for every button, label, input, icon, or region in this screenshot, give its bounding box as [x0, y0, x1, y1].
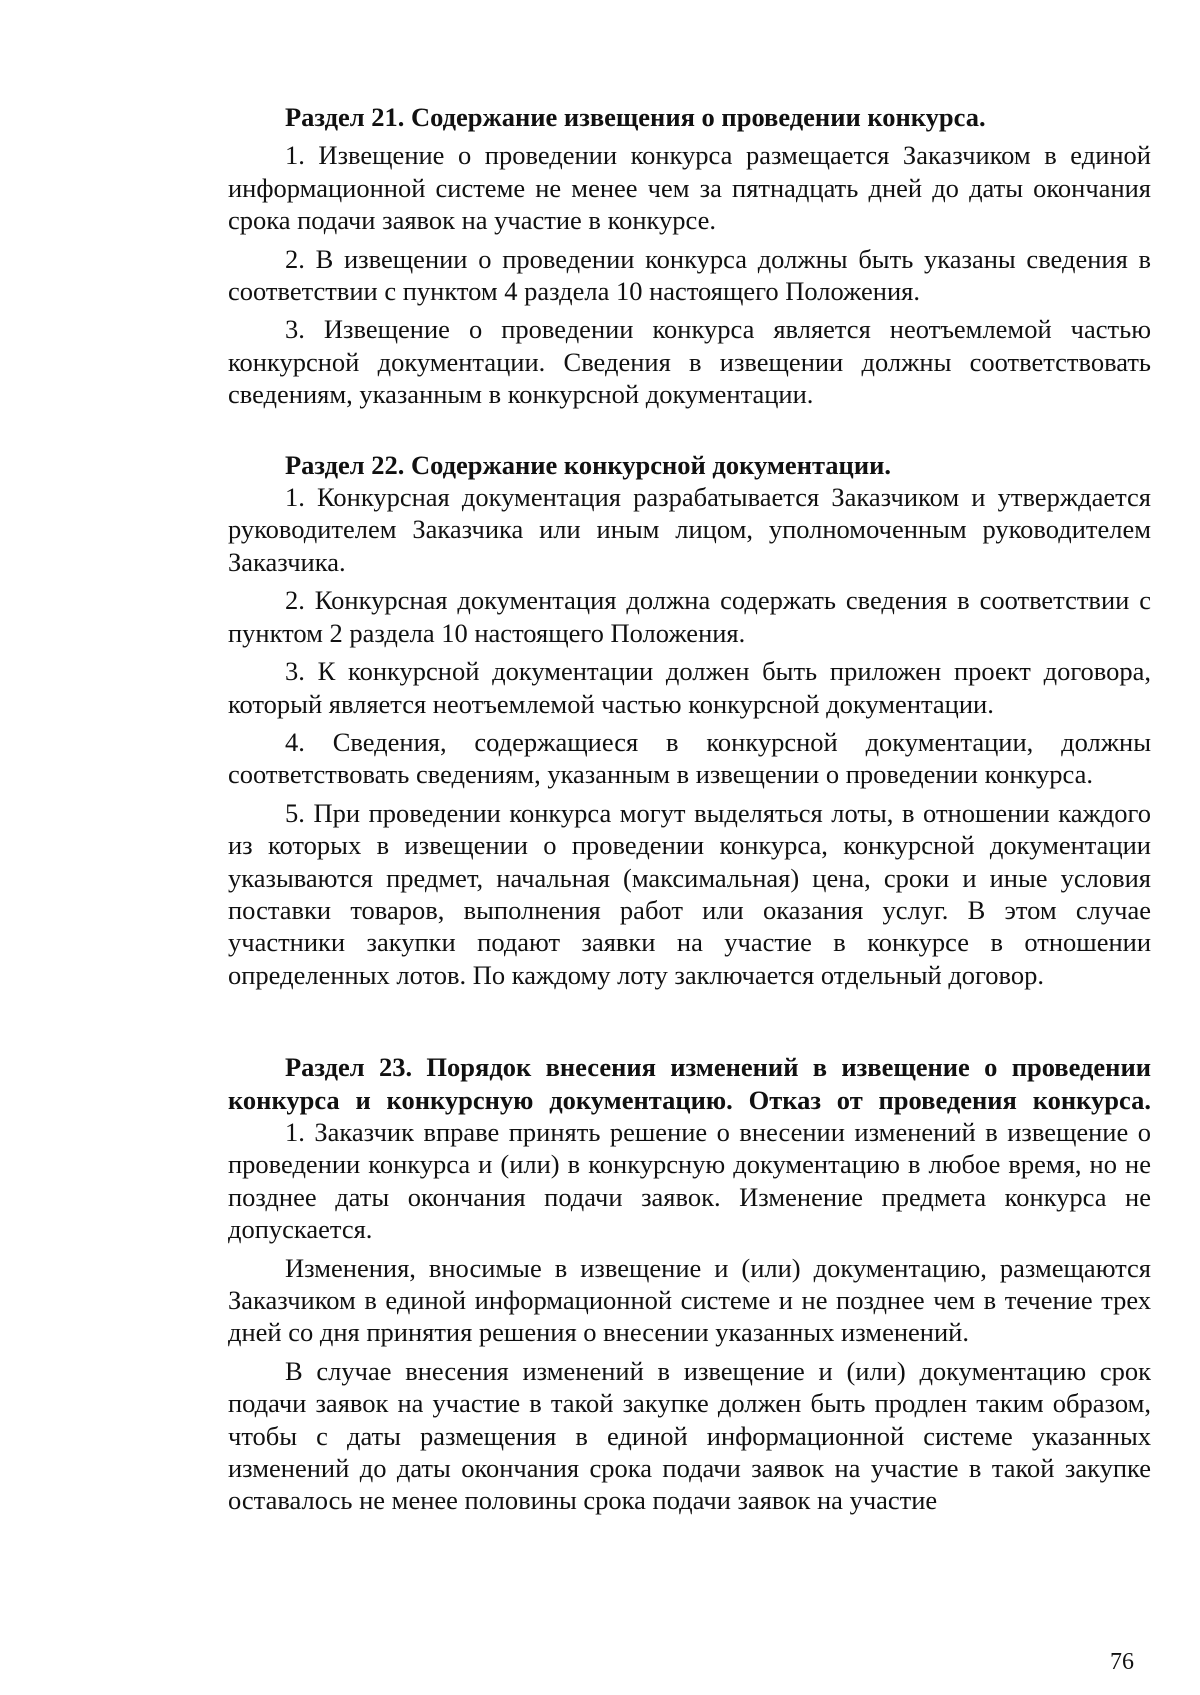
section-23 [228, 1051, 1151, 1517]
paragraph: 5. При проведении конкурса могут выделяться лоты, в отношении каждого из которых в извещении о проведении конкурса, конкурсной документации указываются предмет, начальная (максимальная) цена, сроки и иные условия поставки товаров, выполнения работ или оказания услуг. В этом случае участники закупки подают заявки на участие в конкурсе в отношении определенных лотов. По каждому лоту заключается отдельный договор. [228, 797, 1151, 990]
section-heading: Раздел 21. Содержание извещения о проведении конкурса. [285, 102, 986, 132]
paragraph: 2. В извещении о проведении конкурса должны быть указаны сведения в соответствии с пунктом 4 раздела 10 настоящего Положения. [228, 243, 1151, 307]
paragraph: 1. Извещение о проведении конкурса размещается Заказчиком в единой информационной системе не менее чем за пятнадцать дней до даты окончания срока подачи заявок на участие в конкурсе. [228, 140, 1151, 236]
paragraph: 3. Извещение о проведении конкурса является неотъемлемой частью конкурсной документации. Сведения в извещении должны соответствовать сведениям, указанным в конкурсной документации. [228, 314, 1151, 410]
paragraph: 4. Сведения, содержащиеся в конкурсной документации, должны соответствовать сведениям, указанным в извещении о проведении конкурса. [228, 726, 1151, 790]
page-number: 76 [1110, 1649, 1134, 1675]
paragraph: Изменения, вносимые в извещение и (или) документацию, размещаются Заказчиком в единой информационной системе и не позднее чем в течение трех дней со дня принятия решения о внесении указанных изменений. [228, 1252, 1151, 1348]
section-heading: Раздел 23. Порядок внесения изменений в извещение о проведении конкурса и конкурсную документацию. Отказ от проведения конкурса. [228, 1052, 1151, 1115]
section-22 [228, 449, 1151, 992]
paragraph: В случае внесения изменений в извещение и (или) документацию срок подачи заявок на участие в такой закупке должен быть продлен таким образом, чтобы с даты размещения в единой информационной системе указанных изменений до даты окончания срока подачи заявок на участие в такой закупке оставалось не менее половины срока подачи заявок на участие [228, 1355, 1151, 1516]
paragraph: 1. Заказчик вправе принять решение о внесении изменений в извещение о проведении конкурса и (или) в конкурсную документацию в любое время, но не позднее даты окончания подачи заявок. Изменение предмета конкурса не допускается. [228, 1116, 1151, 1245]
document-body [228, 101, 1151, 1517]
section-21 [228, 101, 1151, 411]
paragraph: 3. К конкурсной документации должен быть приложен проект договора, который является неотъемлемой частью конкурсной документации. [228, 656, 1151, 719]
paragraph: 2. Конкурсная документация должна содержать сведения в соответствии с пунктом 2 раздела 10 настоящего Положения. [228, 585, 1151, 648]
paragraph: 1. Конкурсная документация разрабатывается Заказчиком и утверждается руководителем Заказчика или иным лицом, уполномоченным руководителем Заказчика. [228, 482, 1151, 577]
section-heading: Раздел 22. Содержание конкурсной документации. [285, 449, 891, 480]
